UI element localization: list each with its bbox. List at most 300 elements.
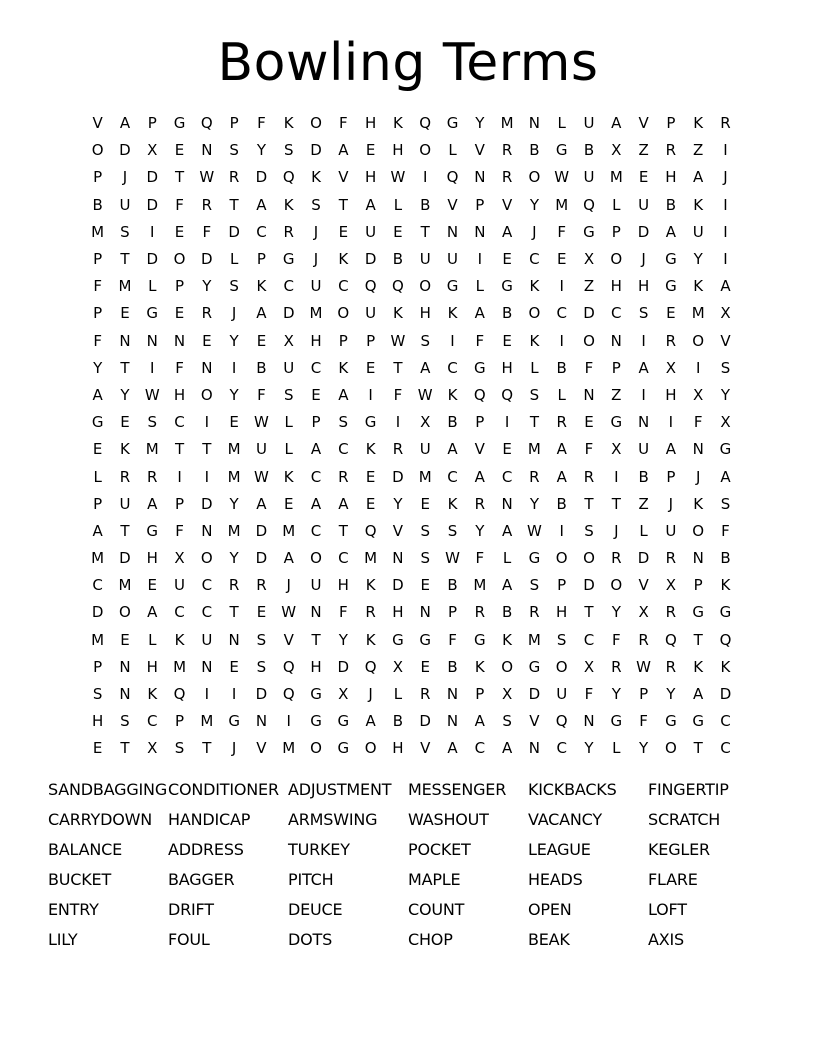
grid-letter: I — [150, 222, 155, 241]
word-list-item: HANDICAP — [168, 810, 251, 829]
grid-letter: O — [610, 576, 623, 595]
grid-letter: P — [475, 685, 485, 704]
grid-letter: E — [365, 141, 376, 160]
grid-letter: H — [92, 712, 104, 731]
grid-letter: N — [474, 222, 486, 241]
grid-letter: T — [120, 250, 130, 269]
word-list-item: BALANCE — [48, 840, 122, 859]
grid-letter: R — [556, 413, 567, 432]
grid-letter: X — [638, 603, 649, 622]
grid-letter: X — [338, 685, 349, 704]
grid-letter: O — [583, 331, 595, 350]
grid-letter: X — [583, 250, 595, 269]
grid-letter: D — [719, 685, 732, 704]
grid-letter: M — [527, 440, 541, 459]
grid-letter: M — [500, 114, 514, 133]
grid-letter: X — [283, 331, 294, 350]
grid-letter: D — [146, 250, 159, 269]
grid-letter: F — [175, 195, 184, 214]
grid-letter: T — [229, 603, 239, 622]
word-list-item: POCKET — [408, 840, 471, 859]
grid-letter: M — [418, 467, 432, 486]
grid-letter: A — [92, 385, 103, 404]
grid-letter: L — [612, 195, 621, 214]
grid-letter: X — [420, 413, 431, 432]
grid-letter: V — [338, 168, 349, 187]
grid-letter: O — [528, 168, 541, 187]
grid-letter: T — [202, 440, 212, 459]
grid-letter: W — [417, 385, 433, 404]
grid-letter: R — [119, 467, 131, 486]
grid-letter: N — [228, 630, 240, 649]
grid-letter: U — [447, 250, 458, 269]
grid-letter: J — [122, 168, 128, 187]
grid-letter: S — [120, 712, 130, 731]
word-list-item: ARMSWING — [288, 810, 378, 829]
grid-letter: O — [664, 739, 677, 758]
grid-letter: G — [692, 603, 704, 622]
grid-letter: E — [120, 413, 130, 432]
grid-letter: A — [556, 440, 567, 459]
grid-letter: I — [668, 413, 674, 432]
grid-letter: L — [530, 358, 539, 377]
grid-letter: L — [639, 521, 648, 540]
grid-letter: Y — [529, 195, 539, 214]
grid-letter: C — [529, 250, 540, 269]
grid-letter: Z — [583, 277, 595, 296]
grid-letter: Q — [173, 685, 186, 704]
grid-letter: S — [256, 657, 267, 676]
grid-letter: H — [173, 385, 186, 404]
grid-letter: L — [93, 467, 102, 486]
grid-letter: H — [146, 657, 158, 676]
grid-letter: P — [93, 657, 103, 676]
grid-row — [84, 627, 739, 654]
grid-letter: I — [204, 685, 210, 704]
grid-letter: F — [93, 277, 102, 296]
grid-letter: N — [528, 739, 541, 758]
word-list-item: DOTS — [288, 930, 333, 949]
grid-letter: J — [313, 222, 319, 241]
grid-letter: U — [174, 576, 186, 595]
grid-letter: D — [255, 168, 268, 187]
grid-letter: D — [310, 141, 322, 160]
grid-letter: R — [228, 576, 240, 595]
grid-letter: P — [611, 358, 621, 377]
grid-row — [84, 654, 739, 681]
grid-letter: D — [364, 250, 377, 269]
grid-letter: Q — [282, 685, 295, 704]
grid-letter: A — [501, 222, 513, 241]
grid-letter: H — [419, 304, 431, 323]
grid-letter: V — [256, 739, 267, 758]
grid-letter: C — [720, 739, 731, 758]
word-list-item: WASHOUT — [408, 810, 489, 829]
grid-letter: Z — [693, 141, 704, 160]
grid-letter: F — [584, 685, 594, 704]
grid-letter: Q — [392, 277, 404, 296]
word-list-item: DRIFT — [168, 900, 214, 919]
grid-letter: I — [368, 385, 373, 404]
grid-letter: E — [502, 331, 512, 350]
grid-letter: E — [256, 603, 267, 622]
grid-letter: A — [147, 603, 158, 622]
grid-letter: I — [723, 222, 728, 241]
grid-letter: M — [609, 168, 623, 187]
grid-letter: B — [501, 304, 513, 323]
grid-letter: F — [202, 222, 212, 241]
grid-letter: C — [201, 576, 213, 595]
grid-letter: N — [692, 549, 704, 568]
grid-letter: B — [447, 413, 458, 432]
grid-letter: S — [120, 222, 130, 241]
grid-letter: I — [177, 467, 182, 486]
grid-letter: F — [584, 358, 594, 377]
grid-letter: P — [175, 712, 185, 731]
grid-letter: O — [610, 250, 623, 269]
grid-letter: B — [583, 141, 595, 160]
grid-letter: R — [720, 114, 731, 133]
word-list-item: CARRYDOWN — [48, 810, 153, 829]
grid-letter: E — [202, 331, 212, 350]
grid-letter: M — [91, 630, 105, 649]
grid-letter: E — [338, 222, 349, 241]
grid-letter: M — [227, 440, 241, 459]
grid-letter: I — [450, 331, 455, 350]
grid-letter: G — [528, 657, 541, 676]
grid-letter: O — [310, 114, 322, 133]
grid-row — [84, 735, 739, 762]
grid-letter: E — [283, 494, 294, 513]
grid-letter: P — [229, 114, 239, 133]
grid-letter: A — [447, 739, 458, 758]
grid-letter: F — [584, 440, 594, 459]
grid-letter: T — [174, 168, 185, 187]
word-list-item: SCRATCH — [648, 810, 721, 829]
grid-letter: D — [119, 549, 131, 568]
grid-letter: I — [422, 168, 428, 187]
grid-letter: W — [390, 168, 406, 187]
word-list-item: CHOP — [408, 930, 453, 949]
grid-letter: B — [665, 195, 677, 214]
grid-letter: U — [365, 304, 377, 323]
grid-letter: F — [475, 331, 485, 350]
grid-letter: E — [120, 630, 130, 649]
grid-letter: E — [420, 576, 430, 595]
grid-letter: H — [610, 277, 622, 296]
grid-letter: G — [337, 739, 350, 758]
grid-letter: I — [723, 195, 728, 214]
grid-letter: A — [611, 114, 622, 133]
grid-letter: K — [365, 630, 376, 649]
grid-letter: M — [227, 521, 241, 540]
grid-letter: S — [638, 304, 649, 323]
grid-letter: C — [256, 222, 267, 241]
grid-letter: B — [92, 195, 103, 214]
grid-letter: S — [584, 521, 594, 540]
grid-letter: N — [501, 494, 513, 513]
grid-letter: Y — [229, 331, 239, 350]
grid-letter: M — [227, 467, 241, 486]
grid-letter: G — [665, 250, 677, 269]
grid-letter: K — [120, 440, 130, 459]
grid-letter: R — [665, 141, 677, 160]
grid-letter: V — [92, 114, 103, 133]
grid-letter: O — [91, 141, 104, 160]
grid-letter: L — [148, 277, 157, 296]
grid-letter: D — [392, 576, 404, 595]
grid-letter: S — [556, 630, 567, 649]
grid-letter: A — [283, 549, 294, 568]
grid-letter: A — [420, 358, 431, 377]
grid-letter: K — [693, 114, 704, 133]
grid-letter: G — [719, 603, 732, 622]
word-list-item: MAPLE — [408, 870, 461, 889]
grid-letter: R — [283, 222, 294, 241]
grid-letter: L — [393, 685, 403, 704]
grid-letter: E — [666, 304, 676, 323]
grid-letter: M — [91, 222, 105, 241]
grid-letter: N — [446, 222, 459, 241]
grid-letter: H — [637, 277, 650, 296]
grid-letter: I — [559, 521, 564, 540]
grid-letter: Q — [364, 277, 377, 296]
grid-letter: A — [338, 385, 349, 404]
grid-letter: A — [338, 141, 349, 160]
grid-letter: O — [310, 739, 322, 758]
grid-letter: E — [92, 739, 103, 758]
grid-letter: P — [175, 494, 185, 513]
grid-letter: B — [420, 195, 431, 214]
grid-letter: R — [474, 603, 486, 622]
grid-letter: E — [584, 413, 594, 432]
grid-letter: U — [419, 440, 431, 459]
word-list-item: BAGGER — [168, 870, 235, 889]
grid-letter: W — [445, 549, 460, 568]
grid-letter: D — [201, 250, 213, 269]
grid-letter: K — [365, 576, 376, 595]
grid-letter: K — [147, 685, 158, 704]
grid-letter: Q — [555, 712, 568, 731]
grid-letter: F — [611, 630, 621, 649]
grid-letter: H — [310, 331, 322, 350]
grid-letter: B — [447, 657, 458, 676]
word-list-item: TURKEY — [288, 840, 350, 859]
grid-letter: T — [311, 630, 321, 649]
grid-letter: G — [610, 413, 623, 432]
grid-letter: F — [257, 385, 266, 404]
grid-letter: P — [475, 195, 485, 214]
grid-letter: S — [311, 195, 321, 214]
grid-letter: F — [475, 549, 485, 568]
grid-letter: T — [202, 739, 212, 758]
grid-letter: F — [93, 331, 102, 350]
grid-letter: U — [665, 521, 677, 540]
grid-letter: O — [173, 250, 186, 269]
grid-letter: M — [118, 576, 132, 595]
grid-letter: O — [692, 521, 705, 540]
grid-letter: Y — [338, 630, 348, 649]
grid-letter: D — [419, 712, 431, 731]
grid-letter: M — [364, 549, 378, 568]
grid-letter: S — [720, 358, 731, 377]
grid-letter: V — [447, 195, 458, 214]
grid-letter: F — [339, 114, 348, 133]
grid-letter: D — [146, 168, 159, 187]
grid-letter: O — [337, 304, 350, 323]
grid-letter: Y — [693, 250, 703, 269]
grid-letter: S — [420, 521, 430, 540]
grid-letter: Q — [282, 168, 295, 187]
grid-letter: T — [584, 603, 594, 622]
grid-letter: W — [390, 331, 406, 350]
grid-letter: D — [392, 467, 404, 486]
grid-row — [84, 300, 739, 327]
grid-letter: T — [338, 521, 348, 540]
grid-letter: K — [720, 576, 731, 595]
grid-letter: U — [119, 494, 131, 513]
word-list-item: FINGERTIP — [648, 780, 729, 799]
grid-letter: D — [146, 195, 159, 214]
grid-letter: X — [665, 576, 677, 595]
grid-letter: R — [529, 467, 540, 486]
grid-letter: G — [146, 304, 159, 323]
grid-letter: V — [283, 630, 294, 649]
grid-letter: E — [229, 657, 239, 676]
grid-letter: N — [419, 603, 431, 622]
grid-letter: L — [557, 385, 566, 404]
grid-letter: B — [556, 494, 567, 513]
word-list-item: FLARE — [648, 870, 698, 889]
grid-letter: G — [583, 222, 595, 241]
grid-letter: R — [474, 494, 486, 513]
word-list-item: CONDITIONER — [168, 780, 279, 799]
grid-letter: G — [228, 712, 240, 731]
grid-letter: R — [665, 603, 677, 622]
grid-letter: Y — [93, 358, 103, 377]
grid-letter: W — [281, 603, 297, 622]
grid-letter: A — [256, 195, 267, 214]
grid-letter: U — [119, 195, 131, 214]
word-list-item: BUCKET — [48, 870, 112, 889]
grid-letter: N — [146, 331, 158, 350]
grid-letter: G — [555, 141, 568, 160]
grid-letter: N — [119, 685, 131, 704]
word-list-item: ADJUSTMENT — [288, 780, 392, 799]
grid-letter: F — [393, 385, 403, 404]
grid-letter: T — [120, 521, 130, 540]
grid-letter: W — [554, 168, 570, 187]
grid-letter: W — [636, 657, 651, 676]
grid-letter: C — [310, 467, 322, 486]
grid-letter: A — [119, 114, 131, 133]
grid-letter: Q — [364, 657, 377, 676]
grid-letter: H — [392, 739, 404, 758]
grid-letter: E — [92, 440, 103, 459]
grid-letter: G — [310, 712, 322, 731]
grid-letter: N — [528, 114, 541, 133]
grid-letter: E — [502, 440, 512, 459]
grid-letter: O — [200, 549, 213, 568]
grid-letter: Y — [256, 141, 267, 160]
grid-letter: M — [309, 304, 323, 323]
grid-letter: I — [641, 331, 646, 350]
grid-letter: C — [92, 576, 103, 595]
grid-letter: R — [583, 467, 595, 486]
grid-row — [84, 164, 739, 191]
grid-letter: J — [286, 576, 291, 595]
grid-letter: P — [475, 413, 485, 432]
grid-letter: I — [204, 413, 210, 432]
grid-letter: K — [283, 195, 294, 214]
grid-letter: K — [392, 114, 403, 133]
grid-letter: N — [201, 141, 213, 160]
word-list-item: VACANCY — [528, 810, 602, 829]
grid-row — [84, 246, 739, 273]
grid-letter: Y — [475, 521, 485, 540]
grid-letter: A — [474, 467, 485, 486]
grid-letter: H — [665, 168, 677, 187]
grid-letter: T — [174, 440, 185, 459]
grid-letter: J — [723, 168, 728, 187]
grid-letter: A — [310, 440, 322, 459]
grid-letter: R — [501, 168, 513, 187]
grid-letter: H — [364, 168, 377, 187]
grid-letter: B — [392, 250, 404, 269]
grid-letter: L — [612, 739, 621, 758]
grid-letter: M — [282, 521, 296, 540]
grid-letter: Y — [639, 739, 649, 758]
grid-letter: D — [583, 304, 595, 323]
grid-letter: N — [201, 521, 213, 540]
grid-letter: Y — [202, 277, 212, 296]
grid-letter: U — [638, 440, 650, 459]
grid-letter: O — [583, 549, 595, 568]
grid-row — [84, 273, 739, 300]
grid-letter: W — [254, 413, 269, 432]
grid-letter: H — [392, 603, 404, 622]
word-list-item: HEADS — [528, 870, 583, 889]
grid-letter: Y — [475, 114, 485, 133]
grid-letter: K — [693, 494, 704, 513]
grid-row — [84, 572, 739, 599]
grid-letter: T — [393, 358, 403, 377]
grid-letter: O — [692, 331, 705, 350]
grid-letter: Z — [638, 494, 649, 513]
grid-letter: W — [144, 385, 160, 404]
grid-letter: U — [583, 168, 595, 187]
grid-letter: U — [583, 114, 595, 133]
grid-letter: E — [229, 413, 239, 432]
grid-letter: R — [611, 549, 622, 568]
grid-letter: V — [474, 141, 485, 160]
grid-letter: I — [559, 331, 564, 350]
grid-letter: F — [175, 358, 184, 377]
grid-letter: A — [310, 494, 322, 513]
grid-letter: H — [310, 657, 322, 676]
grid-letter: S — [420, 549, 430, 568]
grid-letter: J — [231, 304, 237, 323]
grid-letter: I — [504, 413, 510, 432]
grid-letter: N — [119, 657, 131, 676]
grid-letter: Y — [666, 685, 676, 704]
grid-row — [84, 328, 739, 355]
grid-letter: P — [338, 331, 348, 350]
grid-row — [84, 681, 739, 708]
grid-letter: U — [283, 358, 295, 377]
grid-letter: S — [502, 712, 512, 731]
letter-grid — [84, 110, 739, 763]
